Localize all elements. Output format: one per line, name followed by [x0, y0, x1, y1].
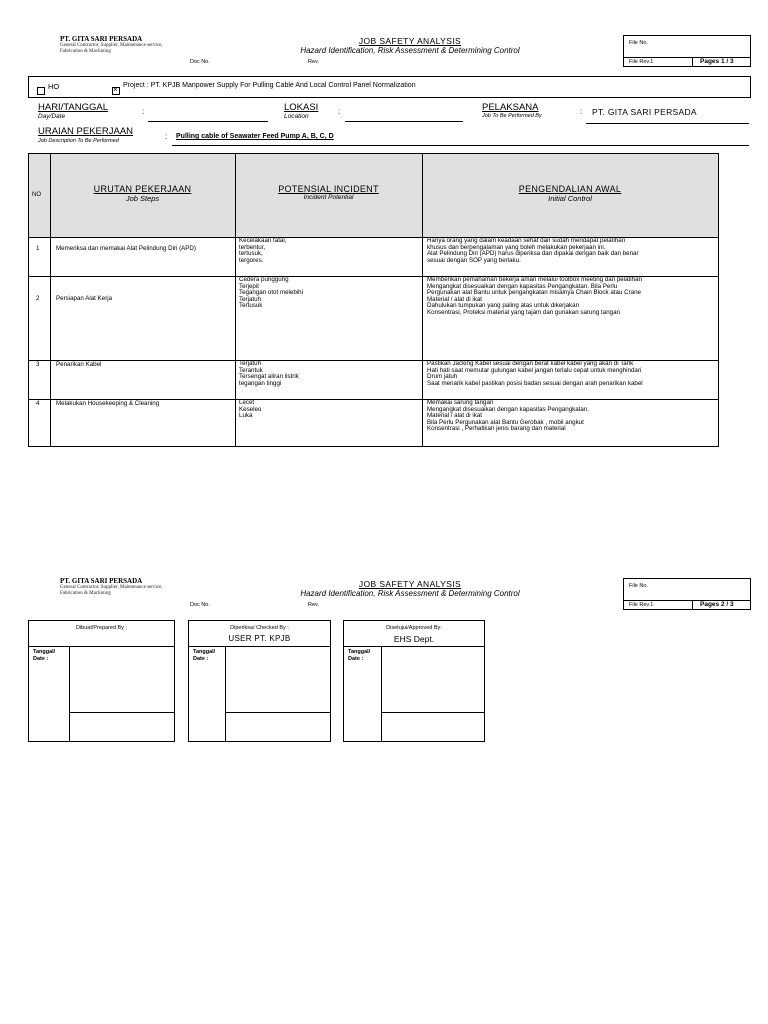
pelaksana-colon: : — [580, 107, 583, 116]
row2-incident: Cedera punggung Terjepit Tegangan otot melebihi Terjatuh Tertusuk — [239, 276, 303, 310]
header-incident: POTENSIAL INCIDENT Incident Potential — [278, 184, 379, 201]
info-fields — [0, 98, 768, 150]
document-subtitle: Hazard Identification, Risk Assessment & Determining Control — [300, 46, 520, 55]
company-name: PT. GITA SARI PERSADA — [60, 35, 143, 43]
lokasi-colon: : — [338, 107, 341, 116]
checked-date-label: Tanggal/ Date : — [193, 649, 216, 662]
row3-step: Penarikan Kabel — [56, 361, 102, 368]
sign-box-checked — [188, 620, 331, 742]
row1-no: 1 — [36, 245, 40, 252]
row4-control: Memakai sarung tangan Mengangkat disesuaikan dengan kapasitas Pengangkatan. Material / alat di ikat Bila Perlu Pergunakan alat Bantu Gerobak , mobil angkut Konsentrasi , Perhatikan jenis barang dan material — [427, 399, 590, 433]
file-info-box-p2 — [623, 578, 751, 610]
sign-box-approved — [343, 620, 485, 742]
row2-step: Persiapan Alat Kerja — [56, 295, 113, 302]
row3-incident: Terjatuh Terantuk Tersengat aliran listrik tegangan tinggi — [239, 360, 299, 387]
document-title: JOB SAFETY ANALYSIS — [358, 36, 462, 46]
file-info-box — [623, 35, 751, 67]
company-name-p2: PT. GITA SARI PERSADA — [60, 577, 143, 585]
company-desc-p2-line1: General Contractor, Supplier, Maintenance service, — [60, 585, 163, 590]
uraian-colon: : — [165, 132, 168, 141]
hari-field[interactable] — [148, 121, 268, 122]
file-no-label-p2: File No. — [629, 583, 648, 589]
row2-no: 2 — [36, 295, 40, 302]
project-checkbox[interactable] — [112, 87, 120, 95]
project-row — [28, 76, 751, 98]
company-desc-line1: General Contractor, Supplier, Maintenance service, — [60, 43, 163, 48]
file-rev-label-p2: File Rev.1 — [629, 602, 654, 608]
ho-label: HO — [48, 82, 60, 91]
pelaksana-sub: Job To Be Performed By — [482, 113, 542, 119]
uraian-label: URAIAN PEKERJAAN — [38, 126, 134, 137]
pages-label: Pages 1 / 3 — [700, 58, 734, 65]
pelaksana-label: PELAKSANA — [482, 102, 539, 113]
approved-name: EHS Dept. — [393, 634, 435, 644]
prepared-date-label: Tanggal/ Date : — [33, 649, 56, 662]
rev-label: Rev. — [308, 59, 319, 65]
sign-box-prepared — [28, 620, 175, 742]
header-no: NO — [32, 192, 41, 198]
header-steps: URUTAN PEKERJAAN Job Steps — [93, 184, 192, 203]
header-control: PENGENDALIAN AWAL Initial Control — [518, 184, 622, 203]
page1-header — [0, 0, 768, 80]
row2-control: Memberikan pemahaman bekerja aman melalui toolbox meeting dan pelatihan Mengangkat disesuaikan dengan kapasitas Pengangkatan. Bila Perlu Pergunakan alat Bantu untuk pengangkatan misalnya Chain Block atau Crane Material / alat di ikat Dahulukan tumpukan yang paling atas untuk dikerjakan Konsentrasi, Proteksi material yang tajam dan gunakan sarung tangan — [427, 276, 642, 316]
lokasi-label: LOKASI — [284, 102, 319, 113]
company-desc-line2: Fabrication & Machining — [60, 49, 111, 54]
approved-head: Disetujui/Approved By: — [386, 625, 442, 631]
document-subtitle-p2: Hazard Identification, Risk Assessment & Determining Control — [300, 589, 520, 598]
checked-head: Diperiksa/ Checked By : — [230, 625, 289, 631]
file-no-label: File No. — [629, 40, 648, 46]
doc-no-label-p2: Doc No. — [190, 602, 210, 608]
lokasi-sub: Location — [284, 113, 309, 120]
pelaksana-value: PT. GITA SARI PERSADA — [592, 107, 697, 117]
checked-sign-line[interactable] — [225, 712, 330, 713]
hari-label: HARI/TANGGAL — [38, 102, 109, 113]
document-title-p2: JOB SAFETY ANALYSIS — [358, 579, 462, 589]
doc-no-label: Doc No. — [190, 59, 210, 65]
pelaksana-field[interactable] — [586, 123, 749, 124]
company-desc-p2-line2: Fabrication & Machining — [60, 591, 111, 596]
uraian-sub: Job Description To Be Performed — [38, 138, 119, 144]
file-rev-label: File Rev.1 — [629, 59, 654, 65]
uraian-field[interactable] — [172, 145, 749, 146]
lokasi-field[interactable] — [345, 121, 463, 122]
pages-label-p2: Pages 2 / 3 — [700, 601, 734, 608]
row3-control: Pastikan Jacking Kabel sesuai dengan berat kabel kabel yang akan di Tarik Hati hati saat memutar gulungan kabel jangan terlalu cepat untuk menghindari Drum jatuh Saat menarik kabel pastikan posisi badan sesuai dengan arah penarikan kabel — [427, 360, 643, 387]
project-label: Project : PT. KPJB Manpower Supply For Pulling Cable And Local Control Panel Normalization — [123, 82, 416, 89]
approved-sign-line[interactable] — [381, 712, 484, 713]
row3-no: 3 — [36, 361, 40, 368]
row1-step: Memeriksa dan memakai Alat Pelindung Diri (APD) — [56, 245, 196, 252]
ho-checkbox[interactable] — [37, 87, 45, 95]
rev-label-p2: Rev. — [308, 602, 319, 608]
prepared-sign-line[interactable] — [69, 712, 174, 713]
checked-name: USER PT. KPJB — [228, 634, 291, 643]
jsa-table — [28, 153, 719, 447]
row1-control: Hanya orang yang dalam keadaan sehat dan sudah mendapat pelatihan khusus dan berpengalaman yang boleh melakukan pekerjaan ini. Alat Pelindung Diri (APD) harus diperiksa dan dipakai dengan baik dan benar sesuai dengan SOP yang berlaku. — [427, 237, 639, 264]
uraian-value: Pulling cable of Seawater Feed Pump A, B, C, D — [176, 133, 334, 140]
row4-incident: Lecet Keseleo Luka — [239, 399, 262, 420]
hari-colon: : — [142, 107, 145, 116]
prepared-head: Dibuat/Prepared By : — [75, 625, 128, 631]
row4-no: 4 — [36, 400, 40, 407]
hari-sub: Day/Date — [38, 113, 66, 120]
page2-header — [0, 572, 768, 612]
row1-incident: Kecelakaan fatal, terbentur, tertusuk, tergores. — [239, 237, 287, 264]
approved-date-label: Tanggal/ Date : — [348, 649, 371, 662]
row4-step: Melakukan Housekeeping & Cleaning — [56, 400, 160, 407]
